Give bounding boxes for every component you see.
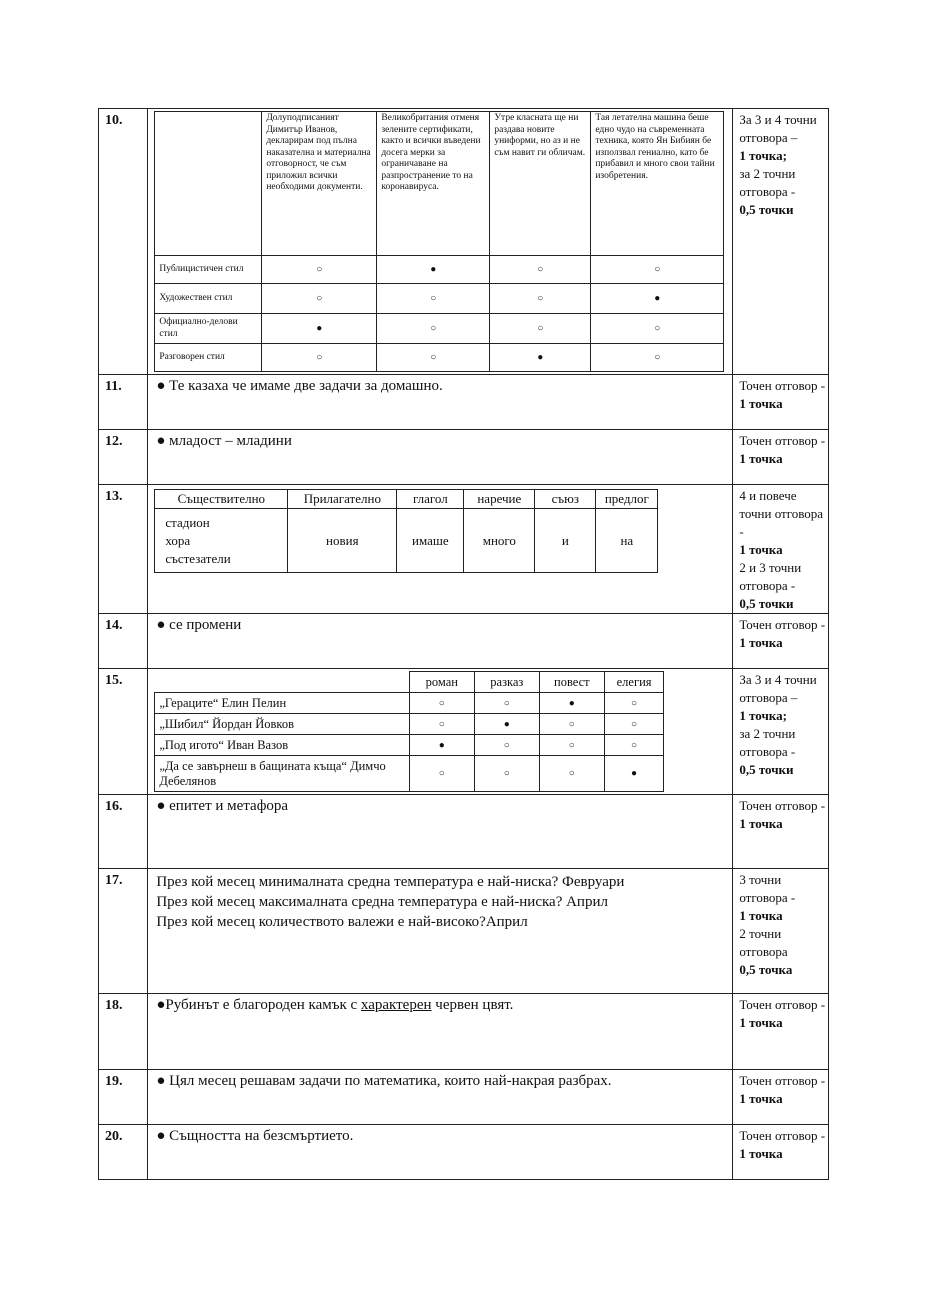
q13-header: предлог [596, 490, 658, 509]
q10-row [155, 284, 724, 314]
q13-cell: имаше [397, 509, 464, 573]
q15-row-label: „Да се завърнеш в бащината къща“ Димчо Дебелянов [155, 756, 410, 792]
row-q18 [99, 994, 829, 1070]
q16-number: 16. [99, 795, 148, 869]
q12-score: Точен отговор - 1 точка [733, 430, 829, 485]
q10-row-label: Разговорен стил [155, 344, 262, 372]
q10-sentence-1: Долуподписаният Димитър Иванов, декларирам под пълна наказателна и материална отговорност, че съм приложил всички необходими документи. [262, 112, 377, 256]
q19-number: 19. [99, 1070, 148, 1125]
q10-mark: ○ [490, 314, 591, 344]
q10-mark: ● [377, 256, 490, 284]
q15-header: повест [539, 672, 604, 693]
q10-mark: ○ [262, 256, 377, 284]
q14-score: Точен отговор - 1 точка [733, 614, 829, 669]
q13-cell: на [596, 509, 658, 573]
q15-mark: ● [409, 735, 474, 756]
q10-mark: ○ [377, 344, 490, 372]
q18-score: Точен отговор - 1 точка [733, 994, 829, 1070]
q12-answer: ● младост – младини [156, 433, 292, 449]
q10-row [155, 314, 724, 344]
q12-number: 12. [99, 430, 148, 485]
q15-genre-table [154, 671, 664, 792]
q14-answer: ● се промени [156, 617, 242, 633]
answer-key-table [98, 108, 829, 1180]
q18-answer: ●Рубинът е благороден камък с характерен червен цвят. [156, 997, 514, 1013]
q10-mark: ○ [591, 256, 724, 284]
q15-mark: ○ [539, 714, 604, 735]
row-q16 [99, 795, 829, 869]
q13-header: Съществително [155, 490, 288, 509]
q10-mark: ○ [591, 314, 724, 344]
q15-mark: ○ [409, 714, 474, 735]
q10-mark: ○ [591, 344, 724, 372]
q10-row-label: Художествен стил [155, 284, 262, 314]
q13-header: наречие [464, 490, 535, 509]
q10-mark: ○ [262, 284, 377, 314]
q15-row [155, 735, 664, 756]
q13-number: 13. [99, 485, 148, 614]
q20-answer: ● Същността на безсмъртието. [156, 1128, 354, 1144]
q10-mark: ○ [377, 314, 490, 344]
q10-mark: ○ [377, 284, 490, 314]
q10-mark: ● [490, 344, 591, 372]
q15-mark: ○ [409, 693, 474, 714]
q10-mark: ○ [490, 256, 591, 284]
q13-header: Прилагателно [288, 490, 397, 509]
q15-mark: ● [539, 693, 604, 714]
q17-score: 3 точни отговора - 1 точка 2 точни отговора 0,5 точка [733, 869, 829, 994]
q15-mark: ○ [474, 693, 539, 714]
q11-answer: ● Те казаха че имаме две задачи за домашно. [156, 378, 443, 394]
q15-mark: ● [604, 756, 664, 792]
q15-mark: ○ [604, 714, 664, 735]
q19-answer: ● Цял месец решавам задачи по математика, които най-накрая разбрах. [156, 1073, 612, 1089]
q14-number: 14. [99, 614, 148, 669]
q15-mark: ○ [539, 735, 604, 756]
q15-header: разказ [474, 672, 539, 693]
q15-mark: ○ [604, 735, 664, 756]
q20-score: Точен отговор - 1 точка [733, 1125, 829, 1180]
q10-row [155, 256, 724, 284]
q10-mark: ○ [490, 284, 591, 314]
q10-mark: ● [262, 314, 377, 344]
q10-mark: ● [591, 284, 724, 314]
q15-mark: ○ [474, 756, 539, 792]
q13-header: съюз [535, 490, 596, 509]
q10-style-table [154, 111, 724, 372]
q13-header: глагол [397, 490, 464, 509]
q15-mark: ○ [409, 756, 474, 792]
row-q10 [99, 109, 829, 375]
q13-cell: много [464, 509, 535, 573]
q13-cell: новия [288, 509, 397, 573]
row-q11 [99, 375, 829, 430]
q15-header: роман [409, 672, 474, 693]
q17-answer: През кой месец минималната средна температура е най-ниска? Февруари През кой месец максималната средна температура е най-ниска? Април През кой месец количеството валежи е най-високо?Април [156, 874, 625, 930]
q11-number: 11. [99, 375, 148, 430]
q15-row-label: „Шибил“ Йордан Йовков [155, 714, 410, 735]
q15-mark: ● [474, 714, 539, 735]
q10-score: За 3 и 4 точни отговора – 1 точка; за 2 точни отговора - 0,5 точки [733, 109, 829, 375]
q15-row-label: „Под игото“ Иван Вазов [155, 735, 410, 756]
q15-row [155, 693, 664, 714]
row-q20 [99, 1125, 829, 1180]
q10-sentence-4: Тая летателна машина беше едно чудо на съвременната техника, която Ян Бибиян бе използвал гениално, като бе прибавил и много свои тайни изобретения. [591, 112, 724, 256]
q10-row [155, 344, 724, 372]
row-q14 [99, 614, 829, 669]
q10-row-label: Официално-делови стил [155, 314, 262, 344]
row-q15 [99, 669, 829, 795]
row-q13 [99, 485, 829, 614]
row-q19 [99, 1070, 829, 1125]
q15-row [155, 714, 664, 735]
q13-nouns: стадион хора състезатели [155, 509, 288, 573]
q15-header: елегия [604, 672, 664, 693]
q20-number: 20. [99, 1125, 148, 1180]
q17-number: 17. [99, 869, 148, 994]
q13-word-table [154, 489, 658, 573]
q15-row [155, 756, 664, 792]
q10-sentence-3: Утре класната ще ни раздава новите униформи, но аз и не съм навит ги обличам. [490, 112, 591, 256]
q15-mark: ○ [539, 756, 604, 792]
q13-cell: и [535, 509, 596, 573]
row-q12 [99, 430, 829, 485]
q10-number: 10. [99, 109, 148, 375]
q16-answer: ● епитет и метафора [156, 798, 289, 814]
q15-row-label: „Гераците“ Елин Пелин [155, 693, 410, 714]
q19-score: Точен отговор - 1 точка [733, 1070, 829, 1125]
q15-mark: ○ [604, 693, 664, 714]
q18-number: 18. [99, 994, 148, 1070]
q15-score: За 3 и 4 точни отговора – 1 точка; за 2 точни отговора - 0,5 точки [733, 669, 829, 795]
q10-sentence-2: Великобритания отменя зелените сертификати, както и всички въведени досега мерки за ограничаване на разпространение то на коронавируса. [377, 112, 490, 256]
q10-mark: ○ [262, 344, 377, 372]
q15-mark: ○ [474, 735, 539, 756]
row-q17 [99, 869, 829, 994]
q13-score: 4 и повече точни отговора - 1 точка 2 и 3 точни отговора - 0,5 точки [733, 485, 829, 614]
q11-score: Точен отговор - 1 точка [733, 375, 829, 430]
q15-number: 15. [99, 669, 148, 795]
q10-row-label: Публицистичен стил [155, 256, 262, 284]
q16-score: Точен отговор - 1 точка [733, 795, 829, 869]
